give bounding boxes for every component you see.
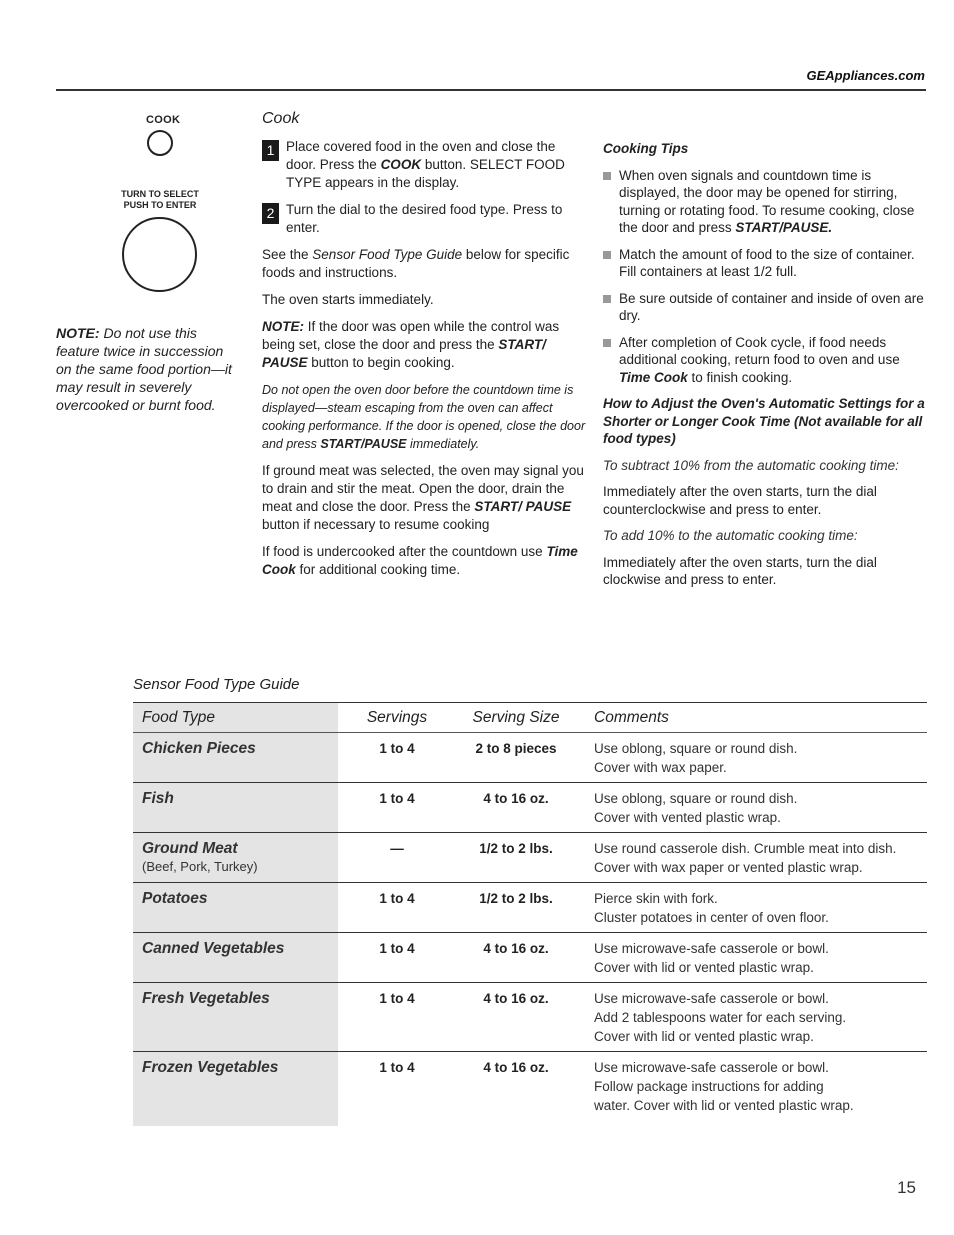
- servings: —: [390, 841, 404, 856]
- text: Match the amount of food to the size of container. Fill containers at least 1/2 full.: [619, 246, 915, 279]
- food-type: Chicken Pieces: [142, 740, 256, 757]
- cooking-tips: [603, 140, 928, 598]
- table-row: [133, 983, 927, 1052]
- text: See the: [262, 247, 313, 262]
- serving-size: 2 to 8 pieces: [475, 741, 557, 756]
- undercooked-note: [262, 543, 587, 579]
- table-header-row: [133, 703, 927, 733]
- servings: 1 to 4: [379, 1060, 415, 1075]
- servings-cell: [338, 1052, 456, 1127]
- header-rule: [56, 89, 926, 91]
- comments: Pierce skin with fork. Cluster potatoes in center of oven floor.: [594, 891, 829, 925]
- side-note: [56, 324, 241, 414]
- servings-cell: [338, 733, 456, 783]
- food-type-cell: [133, 783, 338, 833]
- comments-cell: [576, 883, 927, 933]
- comments-cell: [576, 933, 927, 983]
- cook-button-icon: [147, 130, 173, 156]
- comments-cell: [576, 783, 927, 833]
- start-pause-label: START/ PAUSE: [262, 337, 546, 370]
- header-food-type: Food Type: [133, 703, 338, 733]
- food-type: Frozen Vegetables: [142, 1059, 279, 1076]
- adjust-title: How to Adjust the Oven's Automatic Settings for a Shorter or Longer Cook Time (Not available for all food types): [603, 396, 925, 446]
- food-type: Fresh Vegetables: [142, 990, 270, 1007]
- food-type-cell: [133, 883, 338, 933]
- servings: 1 to 4: [379, 791, 415, 806]
- dial-label: [110, 189, 210, 211]
- cook-section: [262, 110, 587, 588]
- servings: 1 to 4: [379, 941, 415, 956]
- servings-cell: [338, 883, 456, 933]
- comments-cell: [576, 1052, 927, 1127]
- comments: Use microwave-safe casserole or bowl. Cover with lid or vented plastic wrap.: [594, 941, 829, 975]
- step-text: Turn the dial to the desired food type. Press to enter.: [286, 202, 563, 235]
- door-note: [262, 318, 587, 372]
- dial-label-line1: TURN TO SELECT: [121, 189, 199, 199]
- serving-size: 4 to 16 oz.: [483, 1060, 549, 1075]
- text: Do not open the oven door before the countdown time is displayed—steam escaping from the oven can affect cooking performance. If the door is opened, close the door and press: [262, 383, 586, 451]
- servings-cell: [338, 783, 456, 833]
- guide-reference: [262, 246, 587, 282]
- food-type-cell: [133, 1052, 338, 1127]
- subtract-label: To subtract 10% from the automatic cooking time:: [603, 457, 899, 473]
- step-number: 2: [262, 203, 279, 224]
- serving-size-cell: [456, 933, 576, 983]
- servings: 1 to 4: [379, 741, 415, 756]
- start-pause-label: START/ PAUSE: [474, 499, 572, 514]
- text: If the door was open while the control was being set, close the door and press the: [262, 319, 560, 352]
- dial-label-line2: PUSH TO ENTER: [123, 200, 197, 210]
- start-pause-label: START/PAUSE: [320, 437, 407, 451]
- table-row: [133, 783, 927, 833]
- bullet-square-icon: [603, 295, 611, 303]
- serving-size-cell: [456, 1052, 576, 1127]
- text: button to begin cooking.: [307, 355, 455, 370]
- comments: Use oblong, square or round dish. Cover with vented plastic wrap.: [594, 791, 798, 825]
- food-type-cell: [133, 983, 338, 1052]
- tip-item: [603, 334, 928, 387]
- servings: 1 to 4: [379, 891, 415, 906]
- side-note-label: NOTE:: [56, 325, 100, 341]
- text: below for specific foods and instructions.: [262, 247, 570, 280]
- text: to finish cooking.: [687, 369, 793, 385]
- tip-item: [603, 167, 928, 237]
- serving-size-cell: [456, 783, 576, 833]
- header-serving-size: Serving Size: [456, 703, 576, 733]
- table-row: [133, 883, 927, 933]
- bullet-square-icon: [603, 172, 611, 180]
- step-number: 1: [262, 140, 279, 161]
- comments-cell: [576, 733, 927, 783]
- time-cook-label: Time Cook: [619, 369, 688, 385]
- food-subtype: (Beef, Pork, Turkey): [142, 859, 258, 874]
- text: When oven signals and countdown time is displayed, the door may be opened for stirring, turning or rotating food. To resume cooking, close the door and press: [619, 167, 915, 235]
- serving-size-cell: [456, 883, 576, 933]
- comments: Use oblong, square or round dish. Cover with wax paper.: [594, 741, 798, 775]
- dial-knob-icon: [122, 217, 197, 292]
- food-type-cell: [133, 733, 338, 783]
- add-text: Immediately after the oven starts, turn the dial clockwise and press to enter.: [603, 554, 877, 587]
- header-comments: Comments: [576, 703, 927, 733]
- servings-cell: [338, 933, 456, 983]
- food-type: Ground Meat: [142, 840, 238, 857]
- step-1: [262, 138, 587, 192]
- time-cook-label: Time Cook: [262, 544, 578, 577]
- comments: Use round casserole dish. Crumble meat into dish. Cover with wax paper or vented plastic wrap.: [594, 841, 897, 875]
- cook-key-label: COOK: [146, 114, 181, 126]
- step-text: Place covered food in the oven and close the door. Press the: [286, 139, 556, 172]
- serving-size: 4 to 16 oz.: [483, 791, 549, 806]
- serving-size: 4 to 16 oz.: [483, 941, 549, 956]
- side-note-text: Do not use this feature twice in succession on the same food portion—it may result in severely overcooked or burnt food.: [56, 325, 232, 413]
- text: button if necessary to resume cooking: [262, 517, 490, 532]
- food-type-cell: [133, 833, 338, 883]
- header-servings: Servings: [338, 703, 456, 733]
- food-type-cell: [133, 933, 338, 983]
- food-type: Potatoes: [142, 890, 208, 907]
- starts-text: The oven starts immediately.: [262, 292, 434, 307]
- ground-meat-note: [262, 462, 587, 534]
- text: After completion of Cook cycle, if food needs additional cooking, return food to oven and use: [619, 334, 900, 367]
- cook-title: Cook: [262, 110, 300, 127]
- note-label: NOTE:: [262, 319, 304, 334]
- food-type: Fish: [142, 790, 174, 807]
- guide-title: Sensor Food Type Guide: [133, 676, 300, 693]
- steam-warning: [262, 381, 587, 453]
- table-row: [133, 733, 927, 783]
- serving-size-cell: [456, 733, 576, 783]
- text: If food is undercooked after the countdown use: [262, 544, 547, 559]
- guide-ref-italic: Sensor Food Type Guide: [312, 247, 463, 262]
- servings-cell: [338, 833, 456, 883]
- comments-cell: [576, 983, 927, 1052]
- text: immediately.: [406, 437, 480, 451]
- servings: 1 to 4: [379, 991, 415, 1006]
- comments: Use microwave-safe casserole or bowl. Follow package instructions for adding water. Cover with lid or vented plastic wrap.: [594, 1060, 854, 1113]
- bullet-square-icon: [603, 251, 611, 259]
- text: for additional cooking time.: [295, 562, 461, 577]
- serving-size: 4 to 16 oz.: [483, 991, 549, 1006]
- table-row: [133, 833, 927, 883]
- serving-size-cell: [456, 833, 576, 883]
- comments: Use microwave-safe casserole or bowl. Add 2 tablespoons water for each serving. Cover with lid or vented plastic wrap.: [594, 991, 847, 1044]
- start-pause-label: START/PAUSE.: [735, 220, 833, 235]
- add-label: To add 10% to the automatic cooking time:: [603, 528, 858, 543]
- table-row: [133, 933, 927, 983]
- text: Be sure outside of container and inside of oven are dry.: [619, 290, 924, 323]
- step-2: [262, 201, 587, 237]
- serving-size: 1/2 to 2 lbs.: [479, 841, 553, 856]
- page-number: 15: [897, 1178, 916, 1197]
- servings-cell: [338, 983, 456, 1052]
- comments-cell: [576, 833, 927, 883]
- table-row: [133, 1052, 927, 1127]
- serving-size-cell: [456, 983, 576, 1052]
- subtract-text: Immediately after the oven starts, turn the dial counterclockwise and press to enter.: [603, 484, 877, 517]
- serving-size: 1/2 to 2 lbs.: [479, 891, 553, 906]
- text: If ground meat was selected, the oven may signal you to drain and stir the meat. Open the door, drain the meat and close the door. Press the: [262, 463, 584, 514]
- tip-item: [603, 290, 928, 325]
- step-bold: COOK: [380, 157, 422, 172]
- step-text: button. SELECT FOOD TYPE appears in the display.: [286, 157, 565, 190]
- tips-title: Cooking Tips: [603, 141, 689, 156]
- tip-item: [603, 246, 928, 281]
- sensor-food-guide-table: [133, 703, 927, 1126]
- site-url: GEAppliances.com: [806, 68, 925, 83]
- bullet-square-icon: [603, 339, 611, 347]
- food-type: Canned Vegetables: [142, 940, 285, 957]
